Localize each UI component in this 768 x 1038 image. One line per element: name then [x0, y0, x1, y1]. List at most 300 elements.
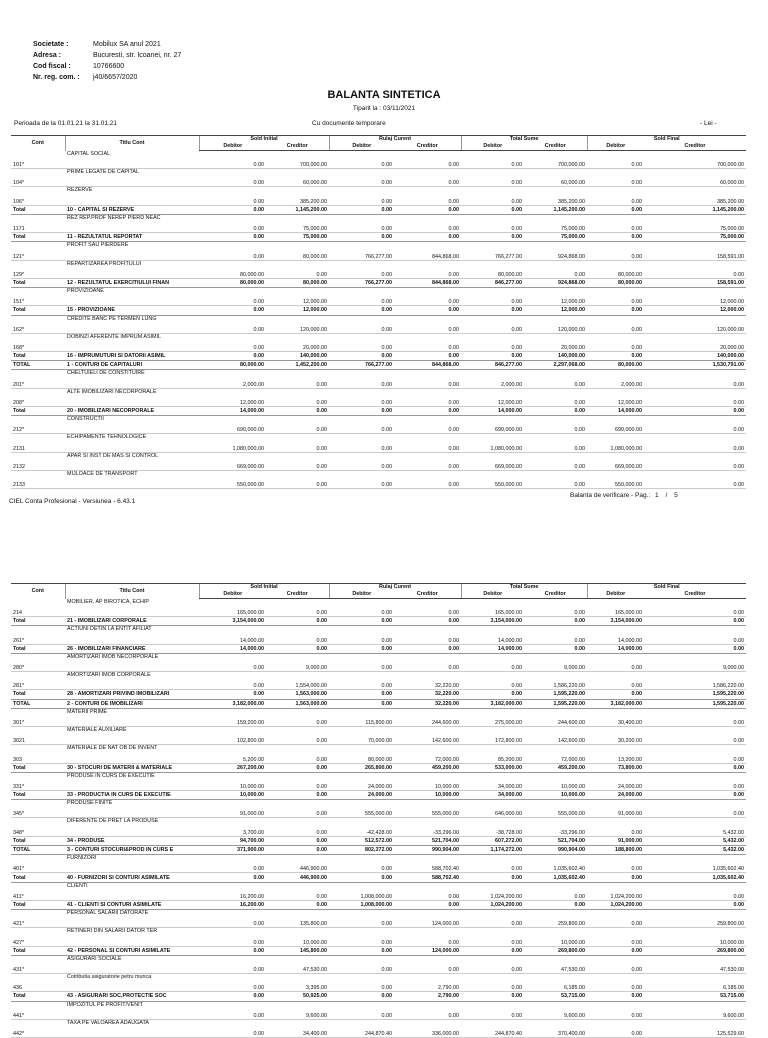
rulaj-debit: 0.00 [329, 699, 394, 708]
sold-final-credit: 75,000.00 [644, 214, 746, 232]
total-row [11, 845, 746, 854]
account-row [11, 626, 746, 644]
sold-initial-credit: 34,400.00 [266, 1019, 329, 1037]
sold-final-debit: 3,182,000.00 [587, 699, 644, 708]
sold-initial-debit: 669,000.00 [199, 452, 266, 470]
rulaj-debit: 0.00 [329, 599, 394, 617]
account-title: 20 - IMOBILIZARI NECORPORALE [65, 406, 199, 415]
account-code: 2132 [11, 452, 65, 470]
account-title: 42 - PERSONAL SI CONTURI ASIMILATE [65, 946, 199, 955]
account-title: DIFERENTE DE PRET LA PRODUSE [65, 818, 199, 836]
account-code: 2131 [11, 434, 65, 452]
col-group-rulaj-curent: Rulaj Curent [329, 584, 461, 592]
sold-initial-credit: 0.00 [266, 406, 329, 415]
account-code: 2133 [11, 470, 65, 488]
rulaj-debit: 0.00 [329, 260, 394, 278]
account-title: 26 - IMOBILIZARI FINANCIARE [65, 644, 199, 653]
rulaj-credit: 0.00 [394, 452, 461, 470]
rulaj-credit: 0.00 [394, 626, 461, 644]
sold-initial-credit: 135,800.00 [266, 910, 329, 928]
sold-initial-credit: 0.00 [266, 416, 329, 434]
sold-initial-credit: 75,000.00 [266, 214, 329, 232]
account-code: 104* [11, 169, 65, 187]
total-sume-credit: 1,595,220.00 [524, 699, 587, 708]
account-title: PROFIT SAU PIERDERE [65, 242, 199, 260]
sold-initial-debit: 16,200.00 [199, 882, 266, 900]
total-sume-credit: 47,530.00 [524, 955, 587, 973]
sold-final-debit: 13,200.00 [587, 745, 644, 763]
total-sume-debit: 846,277.00 [461, 361, 524, 370]
account-code: 101* [11, 151, 65, 169]
total-sume-debit: 0.00 [461, 306, 524, 315]
sold-initial-credit: 0.00 [266, 836, 329, 845]
account-title: REZ REP.PROF NEREP PIERD NEAC [65, 214, 199, 232]
total-sume-debit: 34,000.00 [461, 772, 524, 790]
sold-initial-debit: 0.00 [199, 242, 266, 260]
total-sume-credit: 0.00 [524, 882, 587, 900]
sold-final-credit: 0.00 [644, 644, 746, 653]
total-sume-credit: 142,600.00 [524, 727, 587, 745]
sold-final-credit: 158,591.00 [644, 242, 746, 260]
sold-final-credit: 0.00 [644, 599, 746, 617]
sold-initial-debit: 0.00 [199, 315, 266, 333]
sold-initial-debit: 0.00 [199, 974, 266, 992]
account-title: 15 - PROVIZIOANE [65, 306, 199, 315]
col-debit-header: Debitor [587, 591, 644, 599]
sold-initial-debit: 0.00 [199, 1001, 266, 1019]
account-title: 3 - CONTURI STOCURI&PROD IN CURS E [65, 845, 199, 854]
account-row [11, 708, 746, 726]
balance-table-page-1 [11, 135, 746, 489]
total-sume-debit: 0.00 [461, 315, 524, 333]
sold-final-credit: 0.00 [644, 452, 746, 470]
sold-final-credit: 1,530,791.00 [644, 361, 746, 370]
sold-initial-debit: 371,900.00 [199, 845, 266, 854]
sold-initial-debit: 80,000.00 [199, 361, 266, 370]
total-row [11, 836, 746, 845]
report-title: BALANTA SINTETICA [327, 89, 441, 101]
sold-final-credit: 0.00 [644, 772, 746, 790]
sold-initial-credit: 0.00 [266, 708, 329, 726]
sold-initial-debit: 0.00 [199, 306, 266, 315]
account-row [11, 187, 746, 205]
account-code: 212* [11, 416, 65, 434]
col-cont-header: Cont [11, 584, 65, 599]
sold-initial-debit: 0.00 [199, 873, 266, 882]
rulaj-debit: 115,800.00 [329, 708, 394, 726]
rulaj-debit: 0.00 [329, 288, 394, 306]
sold-initial-debit: 0.00 [199, 855, 266, 873]
account-title: ASIGURARI SOCIALE [65, 955, 199, 973]
sold-final-debit: 0.00 [587, 306, 644, 315]
rulaj-debit: 0.00 [329, 416, 394, 434]
account-code: 1171 [11, 214, 65, 232]
total-row [11, 790, 746, 799]
account-title: 28 - AMORTIZARI PRIVIND IMOBILIZARI [65, 690, 199, 699]
rulaj-credit: 0.00 [394, 388, 461, 406]
account-code: 214 [11, 599, 65, 617]
total-sume-credit: 1,586,220.00 [524, 672, 587, 690]
sold-initial-credit: 145,800.00 [266, 946, 329, 955]
sold-initial-credit: 0.00 [266, 617, 329, 626]
account-title: CLIENTI [65, 882, 199, 900]
col-debit-header: Debitor [329, 143, 394, 151]
sold-final-debit: 3,154,000.00 [587, 617, 644, 626]
sold-final-credit: 20,000.00 [644, 333, 746, 351]
total-sume-debit: 669,000.00 [461, 452, 524, 470]
sold-initial-debit: 0.00 [199, 928, 266, 946]
rulaj-debit: 80,000.00 [329, 745, 394, 763]
total-sume-debit: 0.00 [461, 910, 524, 928]
sold-initial-debit: 80,000.00 [199, 260, 266, 278]
sold-final-debit: 30,400.00 [587, 708, 644, 726]
sold-initial-credit: 10,000.00 [266, 928, 329, 946]
rulaj-debit: 766,277.00 [329, 242, 394, 260]
total-sume-credit: 75,000.00 [524, 233, 587, 242]
sold-initial-credit: 0.00 [266, 818, 329, 836]
account-code: Total [11, 690, 65, 699]
rulaj-credit: 32,220.00 [394, 690, 461, 699]
sold-final-debit: 30,200.00 [587, 727, 644, 745]
sold-final-debit: 0.00 [587, 1001, 644, 1019]
sold-final-credit: 53,715.00 [644, 992, 746, 1001]
rulaj-credit: 555,000.00 [394, 800, 461, 818]
sold-final-debit: 1,024,200.00 [587, 882, 644, 900]
sold-initial-credit: 0.00 [266, 900, 329, 909]
sold-initial-debit: 2,000.00 [199, 370, 266, 388]
sold-initial-debit: 0.00 [199, 946, 266, 955]
sold-final-debit: 73,800.00 [587, 763, 644, 772]
col-debit-header: Debitor [587, 143, 644, 151]
rulaj-credit: 124,000.00 [394, 946, 461, 955]
col-group-total-sume: Total Sume [461, 136, 587, 144]
sold-final-debit: 0.00 [587, 818, 644, 836]
total-sume-debit: 0.00 [461, 873, 524, 882]
total-row [11, 690, 746, 699]
rulaj-debit: 512,572.00 [329, 836, 394, 845]
account-code: 301* [11, 708, 65, 726]
page-label: Balanta de verificare - Pag.: [570, 492, 651, 499]
account-code: Total [11, 836, 65, 845]
account-code: 162* [11, 315, 65, 333]
sold-final-credit: 1,595,220.00 [644, 690, 746, 699]
account-code: 121* [11, 242, 65, 260]
rulaj-debit: 802,372.00 [329, 845, 394, 854]
total-sume-debit: 2,000.00 [461, 370, 524, 388]
total-sume-debit: -38,728.00 [461, 818, 524, 836]
account-title: MOBILIER, AP BIROTICA, ECHIP [65, 599, 199, 617]
sold-final-credit: 158,591.00 [644, 278, 746, 287]
sold-final-debit: 0.00 [587, 690, 644, 699]
total-sume-credit: 259,800.00 [524, 910, 587, 928]
rulaj-debit: 0.00 [329, 617, 394, 626]
sold-initial-credit: 80,000.00 [266, 242, 329, 260]
sold-final-credit: 0.00 [644, 260, 746, 278]
account-code: 168* [11, 333, 65, 351]
sold-final-credit: 125,529.60 [644, 1019, 746, 1037]
period-label: Perioada de la [14, 120, 56, 127]
rulaj-credit: 0.00 [394, 900, 461, 909]
rulaj-credit: 0.00 [394, 370, 461, 388]
sold-final-credit: 0.00 [644, 790, 746, 799]
rulaj-credit: 0.00 [394, 434, 461, 452]
sold-final-credit: 0.00 [644, 727, 746, 745]
rulaj-debit: 0.00 [329, 233, 394, 242]
sold-initial-credit: 3,395.00 [266, 974, 329, 992]
sold-final-credit: 47,530.00 [644, 955, 746, 973]
sold-final-debit: 550,000.00 [587, 470, 644, 488]
account-code: TOTAL [11, 699, 65, 708]
account-title: MATERII PRIME [65, 708, 199, 726]
col-group-total-sume: Total Sume [461, 584, 587, 592]
total-sume-credit: 0.00 [524, 416, 587, 434]
rulaj-debit: 0.00 [329, 452, 394, 470]
account-row [11, 745, 746, 763]
total-sume-debit: 0.00 [461, 187, 524, 205]
sold-final-credit: 259,800.00 [644, 910, 746, 928]
rulaj-credit: 0.00 [394, 928, 461, 946]
account-row [11, 470, 746, 488]
total-sume-debit: 550,000.00 [461, 470, 524, 488]
rulaj-debit: 766,277.00 [329, 278, 394, 287]
sold-final-debit: 0.00 [587, 214, 644, 232]
sold-final-credit: 140,000.00 [644, 351, 746, 360]
total-sume-debit: 172,800.00 [461, 727, 524, 745]
sold-final-credit: 0.00 [644, 708, 746, 726]
sold-final-debit: 24,000.00 [587, 790, 644, 799]
sold-initial-debit: 267,200.00 [199, 763, 266, 772]
total-sume-credit: 269,800.00 [524, 946, 587, 955]
sold-final-debit: 0.00 [587, 1019, 644, 1037]
total-sume-credit: 1,035,602.40 [524, 855, 587, 873]
total-sume-credit: 0.00 [524, 260, 587, 278]
rulaj-credit: 459,200.00 [394, 763, 461, 772]
account-code: 427* [11, 928, 65, 946]
total-sume-credit: 0.00 [524, 452, 587, 470]
account-row [11, 653, 746, 671]
rulaj-credit: 0.00 [394, 205, 461, 214]
sold-final-credit: 75,000.00 [644, 233, 746, 242]
sold-final-credit: 0.00 [644, 388, 746, 406]
address-label: Adresa : [33, 52, 62, 59]
rulaj-debit: 0.00 [329, 470, 394, 488]
sold-initial-credit: 0.00 [266, 599, 329, 617]
total-sume-credit: 53,715.00 [524, 992, 587, 1001]
sold-initial-debit: 165,000.00 [199, 599, 266, 617]
sold-final-debit: 0.00 [587, 187, 644, 205]
account-code: 280* [11, 653, 65, 671]
sold-final-credit: 0.00 [644, 434, 746, 452]
account-row [11, 910, 746, 928]
sold-final-debit: 80,000.00 [587, 361, 644, 370]
col-group-rulaj-curent: Rulaj Curent [329, 136, 461, 144]
sold-initial-credit: 1,563,000.00 [266, 690, 329, 699]
account-code: Total [11, 406, 65, 415]
total-sume-credit: -33,296.00 [524, 818, 587, 836]
rulaj-debit: 0.00 [329, 306, 394, 315]
rulaj-credit: -33,296.00 [394, 818, 461, 836]
sold-initial-debit: 94,700.00 [199, 836, 266, 845]
total-row [11, 900, 746, 909]
account-code: Total [11, 992, 65, 1001]
rulaj-credit: 2,790.00 [394, 974, 461, 992]
sold-initial-debit: 91,000.00 [199, 800, 266, 818]
sold-initial-debit: 0.00 [199, 910, 266, 928]
sold-initial-credit: 50,925.00 [266, 992, 329, 1001]
total-sume-credit: 1,595,220.00 [524, 690, 587, 699]
sold-final-credit: 10,000.00 [644, 928, 746, 946]
rulaj-debit: 244,870.40 [329, 1019, 394, 1037]
rulaj-debit: 0.00 [329, 992, 394, 1001]
account-title: PRODUSE FINITE [65, 800, 199, 818]
account-row [11, 882, 746, 900]
rulaj-credit: 844,868.00 [394, 242, 461, 260]
total-sume-credit: 924,868.00 [524, 242, 587, 260]
rulaj-credit: 0.00 [394, 351, 461, 360]
account-row [11, 242, 746, 260]
total-row [11, 992, 746, 1001]
sold-final-credit: 5,432.00 [644, 818, 746, 836]
account-code: 431* [11, 955, 65, 973]
account-row [11, 452, 746, 470]
total-sume-credit: 0.00 [524, 900, 587, 909]
rulaj-credit: 0.00 [394, 653, 461, 671]
tax-code: 10766600 [93, 63, 125, 70]
rulaj-debit: 0.00 [329, 690, 394, 699]
total-sume-debit: 0.00 [461, 169, 524, 187]
account-code: Total [11, 617, 65, 626]
sold-initial-credit: 1,452,200.00 [266, 361, 329, 370]
sold-final-credit: 1,586,220.00 [644, 672, 746, 690]
total-sume-debit: 14,000.00 [461, 406, 524, 415]
col-debit-header: Debitor [461, 591, 524, 599]
reg-label: Nr. reg. com. : [33, 74, 80, 81]
sold-final-debit: 0.00 [587, 974, 644, 992]
sold-initial-credit: 1,145,200.00 [266, 205, 329, 214]
sold-initial-debit: 10,000.00 [199, 772, 266, 790]
col-group-sold-initial: Sold Initial [199, 136, 329, 144]
balance-table-page-2 [11, 583, 746, 1038]
total-sume-debit: 0.00 [461, 672, 524, 690]
account-row [11, 370, 746, 388]
sold-final-debit: 165,000.00 [587, 599, 644, 617]
page-total: 5 [674, 492, 678, 499]
sold-final-debit: 0.00 [587, 233, 644, 242]
account-title: Cotributia asiguratorie petru munca [65, 974, 199, 992]
rulaj-credit: 0.00 [394, 599, 461, 617]
total-sume-debit: 0.00 [461, 955, 524, 973]
rulaj-debit: 0.00 [329, 644, 394, 653]
rulaj-debit: 0.00 [329, 151, 394, 169]
account-title: 10 - CAPITAL SI REZERVE [65, 205, 199, 214]
period [14, 120, 117, 127]
account-code: Total [11, 790, 65, 799]
sold-initial-credit: 0.00 [266, 845, 329, 854]
total-sume-credit: 120,000.00 [524, 315, 587, 333]
account-row [11, 672, 746, 690]
rulaj-debit: 0.00 [329, 672, 394, 690]
total-sume-debit: 14,000.00 [461, 644, 524, 653]
account-title: 2 - CONTURI DE IMOBILIZARI [65, 699, 199, 708]
rulaj-credit: 0.00 [394, 151, 461, 169]
sold-initial-debit: 0.00 [199, 351, 266, 360]
account-code: 281* [11, 672, 65, 690]
rulaj-debit: 24,000.00 [329, 772, 394, 790]
rulaj-debit: 0.00 [329, 1001, 394, 1019]
rulaj-debit: 0.00 [329, 928, 394, 946]
sold-initial-credit: 0.00 [266, 434, 329, 452]
rulaj-credit: 10,000.00 [394, 790, 461, 799]
sold-initial-debit: 14,000.00 [199, 626, 266, 644]
sold-final-debit: 0.00 [587, 205, 644, 214]
account-title: 40 - FURNIZORI SI CONTURI ASIMILATE [65, 873, 199, 882]
total-row [11, 205, 746, 214]
rulaj-debit: 24,000.00 [329, 790, 394, 799]
account-title: MATERIALE AUXILIARE [65, 727, 199, 745]
rulaj-credit: 844,868.00 [394, 361, 461, 370]
account-row [11, 333, 746, 351]
page-number: 1 [655, 492, 659, 499]
sold-final-credit: 0.00 [644, 882, 746, 900]
rulaj-debit: 0.00 [329, 434, 394, 452]
account-title: FURNIZORI [65, 855, 199, 873]
sold-final-credit: 0.00 [644, 370, 746, 388]
sold-initial-credit: 9,600.00 [266, 1001, 329, 1019]
account-row [11, 315, 746, 333]
total-sume-debit: 3,154,000.00 [461, 617, 524, 626]
total-row [11, 873, 746, 882]
sold-final-credit: 120,000.00 [644, 315, 746, 333]
col-credit-header: Creditor [524, 143, 587, 151]
total-sume-credit: 0.00 [524, 626, 587, 644]
rulaj-debit: 0.00 [329, 370, 394, 388]
sold-initial-credit: 20,000.00 [266, 333, 329, 351]
sold-initial-debit: 0.00 [199, 333, 266, 351]
sold-final-credit: 0.00 [644, 470, 746, 488]
currency-label: - Lei - [700, 120, 717, 127]
account-code: 303 [11, 745, 65, 763]
rulaj-debit: 0.00 [329, 205, 394, 214]
rulaj-credit: 0.00 [394, 644, 461, 653]
sold-final-debit: 0.00 [587, 315, 644, 333]
col-debit-header: Debitor [199, 143, 266, 151]
total-row [11, 644, 746, 653]
rulaj-debit: 0.00 [329, 388, 394, 406]
sold-final-debit: 0.00 [587, 955, 644, 973]
account-code: 442* [11, 1019, 65, 1037]
account-code: Total [11, 946, 65, 955]
rulaj-debit: 0.00 [329, 626, 394, 644]
sold-final-credit: 9,000.00 [644, 653, 746, 671]
account-title: 33 - PRODUCTIA IN CURS DE EXECUTIE [65, 790, 199, 799]
account-code: 401* [11, 855, 65, 873]
sold-initial-debit: 690,000.00 [199, 416, 266, 434]
account-title: RETINERI DIN SALARII DATOR TER [65, 928, 199, 946]
rulaj-credit: 990,904.00 [394, 845, 461, 854]
rulaj-credit: 0.00 [394, 260, 461, 278]
total-row [11, 699, 746, 708]
account-row [11, 434, 746, 452]
account-row [11, 599, 746, 617]
col-debit-header: Debitor [329, 591, 394, 599]
rulaj-credit: 0.00 [394, 169, 461, 187]
account-title: DOBINZI AFERENTE IMPRUM ASIMIL [65, 333, 199, 351]
col-credit-header: Creditor [266, 143, 329, 151]
total-sume-credit: 244,600.00 [524, 708, 587, 726]
sold-final-credit: 0.00 [644, 900, 746, 909]
sold-initial-debit: 0.00 [199, 288, 266, 306]
account-row [11, 1001, 746, 1019]
